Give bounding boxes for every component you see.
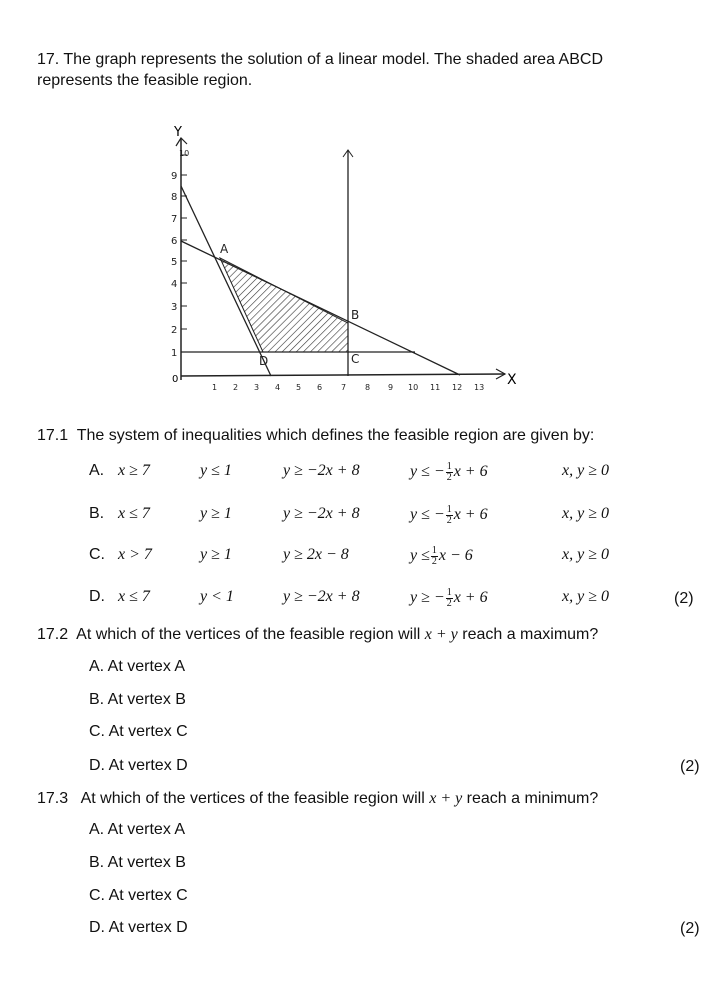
inequality-x: x ≤ 7 [118, 588, 150, 605]
fraction-numerator: 1 [446, 461, 452, 472]
y-tick-labels [171, 149, 189, 359]
inequality-y: y ≥ 1 [200, 505, 232, 522]
intro-line-1: The graph represents the solution of a linear model. The shaded area ABCD [63, 51, 603, 68]
inequality-line-1: y ≥ 2x − 8 [283, 546, 349, 563]
inequality-line-1: y ≥ −2x + 8 [283, 505, 360, 522]
inequality-line-2 [410, 546, 473, 567]
vertex-label-c: C [351, 352, 360, 366]
inequality-line-2 [410, 505, 488, 526]
ineq-post: x + 6 [453, 589, 488, 607]
q17-3-option-c[interactable]: C. At vertex C [89, 887, 188, 904]
ineq-post: x − 6 [438, 547, 473, 565]
q17-2-text-pre: At which of the vertices of the feasible region will [76, 626, 421, 643]
inequality-x: x > 7 [118, 546, 152, 563]
vertex-label-a: A [220, 242, 229, 256]
intro-line-2: represents the feasible region. [37, 72, 253, 89]
q17-2-prompt [37, 626, 598, 644]
inequality-y: y ≥ 1 [200, 546, 232, 563]
q17-2-option-a[interactable]: A. At vertex A [89, 658, 186, 675]
inequality-nonneg: x, y ≥ 0 [562, 462, 609, 479]
question-number: 17. [37, 51, 60, 68]
q17-1-option-row[interactable] [0, 505, 660, 529]
q17-2-label: 17.2 [37, 626, 69, 643]
fraction [431, 546, 438, 567]
q17-2-text-post: reach a maximum? [462, 626, 599, 643]
q17-3-text-pre: At which of the vertices of the feasible region will [80, 790, 425, 807]
inequality-y: y < 1 [200, 588, 234, 605]
q17-3-expr: x + y [429, 790, 463, 807]
inequality-x: x ≤ 7 [118, 505, 150, 522]
ineq-pre: y ≥ − [410, 589, 445, 607]
fraction-denominator: 2 [446, 515, 452, 526]
fraction [446, 462, 453, 483]
fraction-denominator: 2 [446, 472, 452, 483]
x-tick-label: 5 [296, 383, 302, 392]
q17-3-label: 17.3 [37, 790, 69, 807]
vertex-label-d: D [259, 354, 269, 368]
fraction-denominator: 2 [431, 556, 437, 567]
x-tick-label: 8 [365, 383, 371, 392]
y-axis-label: Y [174, 125, 182, 140]
y-tick-label: 1 [171, 348, 178, 359]
x-axis [181, 374, 505, 376]
x-tick-label: 9 [388, 383, 394, 392]
fraction-numerator: 1 [446, 504, 452, 515]
question-17-intro [37, 51, 603, 69]
q17-2-option-c[interactable]: C. At vertex C [89, 723, 188, 740]
option-letter: A. [89, 462, 105, 479]
x-tick-label: 13 [474, 383, 485, 392]
inequality-line-1: y ≥ −2x + 8 [283, 588, 360, 605]
y-tick-label: 4 [171, 279, 178, 290]
inequality-nonneg: x, y ≥ 0 [562, 546, 609, 563]
q17-2-expr: x + y [424, 626, 458, 643]
inequality-line-1: y ≥ −2x + 8 [283, 462, 360, 479]
y-tick-label: 2 [171, 325, 178, 336]
fraction [446, 588, 453, 609]
q17-3-marks: (2) [680, 920, 700, 937]
x-tick-label: 3 [254, 383, 260, 392]
feasible-region-abcd [220, 258, 348, 352]
y-tick-label: 10 [179, 149, 190, 158]
feasible-region-graph [160, 120, 530, 400]
x-tick-label: 11 [430, 383, 441, 392]
fraction-numerator: 1 [446, 587, 452, 598]
q17-1-option-row[interactable] [0, 546, 660, 570]
vertex-label-b: B [351, 308, 360, 322]
x-tick-label: 10 [408, 383, 419, 392]
y-tick-marks [181, 155, 187, 352]
q17-1-option-row[interactable] [0, 588, 660, 612]
inequality-y: y ≤ 1 [200, 462, 232, 479]
x-tick-label: 4 [275, 383, 281, 392]
ineq-pre: y ≤ [410, 547, 430, 565]
y-tick-label: 7 [171, 214, 178, 225]
x-axis-label: X [507, 372, 517, 388]
ineq-pre: y ≤ − [410, 463, 445, 481]
inequality-line-2 [410, 462, 488, 483]
y-tick-label: 3 [171, 302, 178, 313]
fraction-numerator: 1 [431, 545, 437, 556]
ineq-pre: y ≤ − [410, 506, 445, 524]
q17-2-option-b[interactable]: B. At vertex B [89, 691, 186, 708]
x-tick-label: 1 [212, 383, 218, 392]
q17-2-marks: (2) [680, 758, 700, 775]
option-letter: D. [89, 588, 105, 605]
inequality-x: x ≥ 7 [118, 462, 150, 479]
q17-3-prompt [37, 790, 598, 808]
origin-label: 0 [172, 374, 179, 385]
fraction [446, 505, 453, 526]
x-tick-label: 12 [452, 383, 463, 392]
inequality-line-2 [410, 588, 488, 609]
q17-1-marks: (2) [674, 590, 694, 607]
y-tick-label: 9 [171, 171, 178, 182]
q17-1-option-row[interactable] [0, 462, 660, 486]
fraction-denominator: 2 [446, 598, 452, 609]
q17-1-text: The system of inequalities which defines the feasible region are given by: [76, 427, 595, 444]
inequality-nonneg: x, y ≥ 0 [562, 505, 609, 522]
q17-3-text-post: reach a minimum? [466, 790, 599, 807]
ineq-post: x + 6 [453, 463, 488, 481]
option-letter: B. [89, 505, 105, 522]
ineq-post: x + 6 [453, 506, 488, 524]
x-tick-label: 2 [233, 383, 239, 392]
y-tick-label: 8 [171, 192, 178, 203]
q17-1-label: 17.1 [37, 427, 69, 444]
q17-2-option-d[interactable]: D. At vertex D [89, 757, 188, 774]
q17-1-prompt [37, 427, 594, 445]
inequality-nonneg: x, y ≥ 0 [562, 588, 609, 605]
q17-3-option-d[interactable]: D. At vertex D [89, 919, 188, 936]
y-tick-label: 6 [171, 236, 178, 247]
q17-3-option-a[interactable]: A. At vertex A [89, 821, 186, 838]
y-tick-label: 5 [171, 257, 178, 268]
x-tick-labels [212, 383, 484, 392]
x-tick-label: 6 [317, 383, 323, 392]
line-y-equals-neg-half-x-plus-6 [181, 241, 460, 375]
q17-3-option-b[interactable]: B. At vertex B [89, 854, 186, 871]
option-letter: C. [89, 546, 105, 563]
x-tick-label: 7 [341, 383, 347, 392]
